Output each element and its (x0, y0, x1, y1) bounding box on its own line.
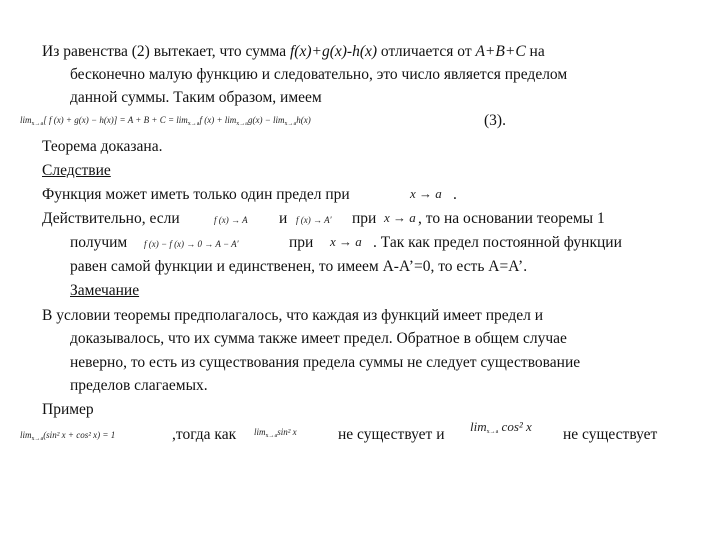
reason-line-1-end: , то на основании теоремы 1 (418, 210, 605, 227)
reason-line-2-end: . Так как предел постоянной функции (373, 234, 622, 251)
example-not-exist-2: не существует (563, 426, 658, 443)
abc-expression: A+B+C (475, 43, 526, 60)
para-line-3: данной суммы. Таким образом, имеем (70, 89, 322, 106)
formula-x-to-a-2: x → a (330, 234, 362, 249)
sum-expression: f(x)+g(x)-h(x) (289, 43, 378, 60)
example-then: ,тогда как (172, 426, 237, 443)
corollary-text: Функция может иметь только один предел при (42, 186, 350, 203)
reason-at: при (352, 210, 377, 227)
equation-3-formula: $\lim_{x\to a}$[ f $(x) + g(x) - h(x)] = A + B + C = \lim_{x\to a}f$ $(x) + \lim_{x\to a}g(x) - \lim_{x\to a}h(x)$ (20, 115, 311, 127)
para-line-2: бесконечно малую функцию и следовательно, это число является пределом (70, 66, 568, 83)
reason-and: и (279, 210, 288, 227)
corollary-heading: Следствие (42, 162, 111, 179)
remark-line-4: пределов слагаемых. (70, 377, 208, 394)
reason-line-2-at: при (289, 234, 314, 251)
example-heading: Пример (42, 401, 94, 418)
reason-line-1: Действительно, если (42, 210, 180, 227)
reason-line-3: равен самой функции и единственен, то имеем А-А’=0, то есть А=А’. (70, 258, 528, 275)
remark-line-3: неверно, то есть из существования предела суммы не следует существование (70, 354, 581, 371)
formula-x-to-a: x → a (384, 210, 416, 225)
remark-heading: Замечание (70, 282, 140, 299)
equation-number: (3). (484, 112, 506, 129)
reason-line-2-start: получим (70, 234, 128, 251)
formula-difference: f (x) − f (x) → 0 → A − A′ (144, 239, 239, 249)
corollary-dot: . (453, 186, 457, 203)
proof-done: Теорема доказана. (42, 138, 163, 155)
remark-line-1: В условии теоремы предполагалось, что каждая из функций имеет предел и (42, 307, 544, 324)
example-formula-2: $\lim_{x\to a}\sin^2$ x (254, 427, 297, 439)
formula-fx-to-A-prime: f (x) → A′ (296, 215, 332, 225)
para-line-1: Из равенства (2) вытекает, что сумма f(x)+g(x)-h(x) отличается от A+B+C на (42, 43, 545, 60)
formula-fx-to-A: f (x) → A (214, 215, 248, 225)
remark-line-2: доказывалось, что их сумма также имеет предел. Обратное в общем случае (70, 330, 567, 347)
example-not-exist-1: не существует и (338, 426, 445, 443)
example-formula-1: $\lim_{x\to a}(\sin^2$ x + cos² x) = 1 (20, 430, 116, 442)
corollary-tend-formula: x → a (410, 186, 442, 201)
example-formula-3: $\lim_{x\to a} \cos^2$ x (470, 419, 532, 435)
